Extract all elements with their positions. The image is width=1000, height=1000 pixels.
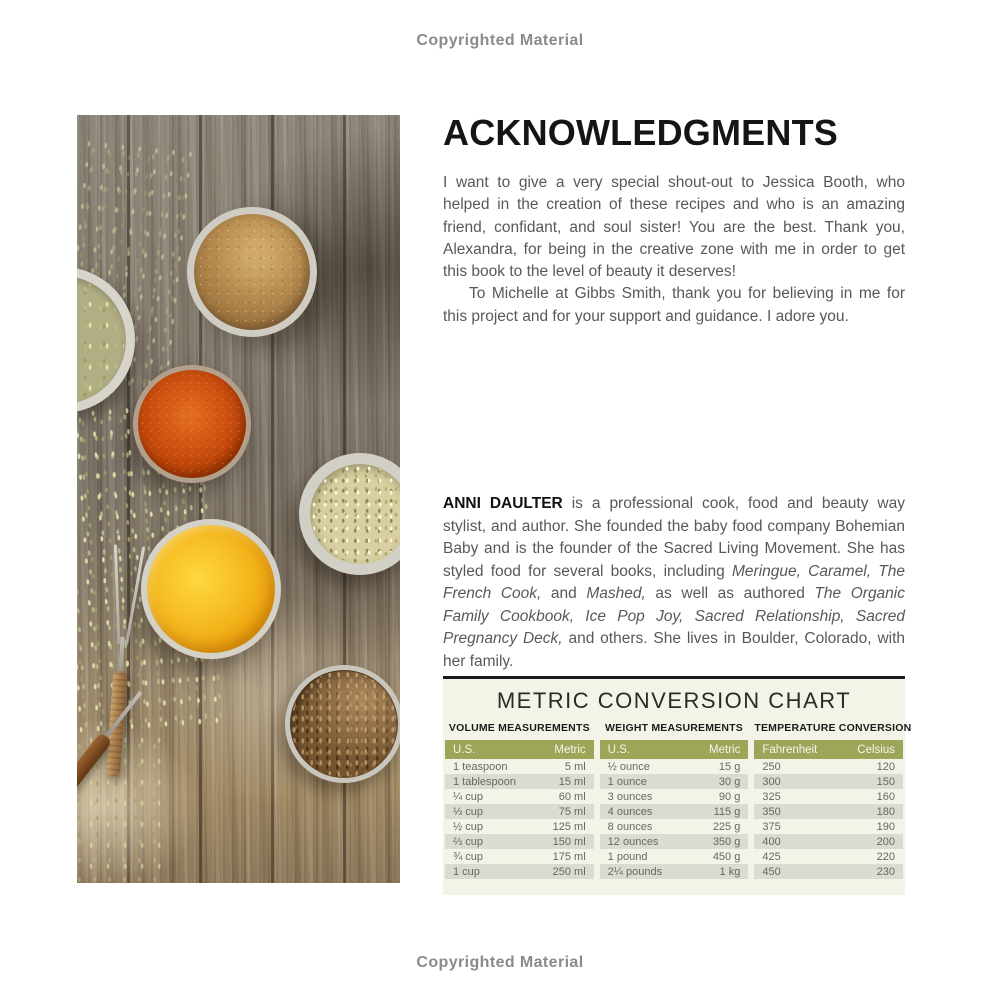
table-cell: ¾ cup bbox=[453, 851, 483, 863]
page-title: ACKNOWLEDGMENTS bbox=[443, 112, 838, 153]
table-cell: 325 bbox=[762, 791, 781, 803]
table-cell: 4 ounces bbox=[607, 806, 653, 818]
table-cell: 425 bbox=[762, 851, 781, 863]
copyright-notice-bottom: Copyrighted Material bbox=[416, 954, 584, 971]
table-cell: 12 ounces bbox=[607, 836, 659, 848]
table-row bbox=[445, 789, 594, 804]
fork-tine bbox=[125, 546, 145, 645]
table-row bbox=[600, 774, 749, 789]
table-cell: 160 bbox=[876, 791, 896, 803]
table-cell: 180 bbox=[876, 806, 896, 818]
table-row bbox=[445, 864, 594, 879]
table-row bbox=[445, 774, 594, 789]
bowl-cumin-seeds bbox=[285, 665, 400, 783]
spice-texture bbox=[141, 373, 243, 475]
table-cell: 375 bbox=[762, 821, 781, 833]
table-cell: 1 ounce bbox=[607, 776, 647, 788]
table-cell: 75 ml bbox=[558, 806, 586, 818]
chart-title: METRIC CONVERSION CHART bbox=[496, 688, 852, 713]
table-cell: 200 bbox=[876, 836, 896, 848]
table-cell: 1 teaspoon bbox=[453, 761, 508, 773]
table-cell: 450 bbox=[762, 866, 781, 878]
volume-heading: VOLUME MEASUREMENTS bbox=[448, 722, 590, 734]
table-cell: 300 bbox=[762, 776, 781, 788]
bowl-paprika-powder bbox=[133, 365, 251, 483]
table-cell: ⅔ cup bbox=[453, 836, 483, 848]
table-cell: 8 ounces bbox=[607, 821, 653, 833]
table-row bbox=[754, 774, 903, 789]
column-header: Metric bbox=[709, 744, 741, 756]
table-cell: ½ ounce bbox=[607, 761, 650, 773]
table-cell: 120 bbox=[876, 761, 896, 773]
volume-header-row bbox=[445, 740, 594, 759]
table-cell: 1 pound bbox=[607, 851, 648, 863]
table-cell: 15 ml bbox=[558, 776, 586, 788]
table-cell: 400 bbox=[762, 836, 781, 848]
bowl-seed-blend bbox=[299, 453, 400, 575]
temperature-heading: TEMPERATURE CONVERSION bbox=[754, 722, 912, 734]
table-cell: 1 kg bbox=[719, 866, 741, 878]
table-cell: 125 ml bbox=[552, 821, 586, 833]
weight-heading: WEIGHT MEASUREMENTS bbox=[605, 722, 743, 734]
table-cell: 350 bbox=[762, 806, 781, 818]
bio-text: and others. She lives in Boulder, Colorado, with her family. bbox=[443, 630, 906, 670]
seed-blend-texture bbox=[311, 465, 400, 563]
temperature-section bbox=[754, 722, 912, 879]
acknowledgments-paragraph: I want to give a very special shout-out to Jessica Booth, who helped in the creation of these recipes and who is an amazing friend, confidant, and soul sister! You are the best. Thank you, Alexandra, for being in the creative zone with me in order to get this book to the level of beauty it deserves! bbox=[443, 174, 905, 281]
column-header: Celsius bbox=[857, 744, 896, 756]
spice-texture bbox=[198, 218, 306, 326]
table-row bbox=[754, 819, 903, 834]
metric-conversion-chart bbox=[443, 676, 912, 895]
table-cell: 90 g bbox=[718, 791, 741, 803]
cumin-seeds-texture bbox=[291, 671, 397, 777]
table-row bbox=[600, 759, 749, 774]
table-cell: 230 bbox=[876, 866, 896, 878]
bio-text: as well as authored bbox=[645, 585, 815, 602]
author-name: ANNI DAULTER bbox=[443, 495, 563, 512]
bio-text: Meringue, Caramel, The French Cook, bbox=[443, 562, 906, 602]
fork-tine bbox=[114, 544, 120, 644]
table-row bbox=[600, 789, 749, 804]
table-cell: 220 bbox=[876, 851, 896, 863]
table-cell: 115 g bbox=[713, 806, 741, 818]
table-row bbox=[754, 789, 903, 804]
temperature-header-row bbox=[754, 740, 903, 759]
text-column bbox=[443, 112, 912, 895]
table-cell: 1 cup bbox=[453, 866, 480, 878]
bio-text: Mashed, bbox=[586, 585, 646, 602]
table-row bbox=[445, 834, 594, 849]
table-row bbox=[600, 804, 749, 819]
table-cell: 225 g bbox=[712, 821, 741, 833]
table-row bbox=[600, 849, 749, 864]
table-row bbox=[600, 864, 749, 879]
table-row bbox=[754, 759, 903, 774]
weight-header-row bbox=[600, 740, 749, 759]
table-row bbox=[445, 804, 594, 819]
table-row bbox=[600, 819, 749, 834]
column-header: Fahrenheit bbox=[762, 744, 818, 756]
table-row bbox=[754, 864, 903, 879]
table-row bbox=[600, 834, 749, 849]
table-cell: 350 g bbox=[712, 836, 741, 848]
table-row bbox=[445, 819, 594, 834]
table-row bbox=[754, 849, 903, 864]
table-cell: 175 ml bbox=[552, 851, 586, 863]
table-cell: 2¼ pounds bbox=[607, 866, 663, 878]
acknowledgments-text bbox=[443, 172, 905, 328]
bio-text: and bbox=[541, 585, 587, 602]
bio-text: The Organic Family Cookbook, Ice Pop Joy, Sacred Relationship, Sacred Pregnancy Deck, bbox=[443, 585, 905, 647]
acknowledgments-paragraph: To Michelle at Gibbs Smith, thank you for believing in me for this project and for your support and guidance. I adore you. bbox=[443, 285, 905, 325]
table-cell: ½ cup bbox=[453, 821, 483, 833]
table-cell: 250 bbox=[762, 761, 781, 773]
table-cell: 3 ounces bbox=[607, 791, 653, 803]
table-cell: 1 tablespoon bbox=[453, 776, 516, 788]
bowl-turmeric-powder bbox=[141, 519, 281, 659]
table-cell: ¼ cup bbox=[453, 791, 483, 803]
chart-columns bbox=[445, 722, 912, 879]
table-row bbox=[754, 804, 903, 819]
column-header: Metric bbox=[554, 744, 586, 756]
author-bio bbox=[443, 493, 905, 673]
table-cell: 450 g bbox=[712, 851, 741, 863]
copyright-notice-top: Copyrighted Material bbox=[416, 32, 584, 49]
table-row bbox=[754, 834, 903, 849]
weight-section bbox=[600, 722, 749, 879]
bio-text: is a professional cook, food and beauty way stylist, and author. She founded the baby food company Bohemian Baby and is the founder of the Sacred Living Movement. She has styled food for several books, including bbox=[443, 495, 905, 580]
table-cell: 250 ml bbox=[552, 866, 586, 878]
fennel-seeds-texture bbox=[77, 278, 124, 402]
table-cell: 190 bbox=[876, 821, 896, 833]
table-cell: ⅓ cup bbox=[453, 806, 483, 818]
table-cell: 60 ml bbox=[558, 791, 586, 803]
table-cell: 30 g bbox=[718, 776, 741, 788]
table-cell: 150 bbox=[876, 776, 896, 788]
bowl-brown-spice-powder bbox=[187, 207, 317, 337]
table-cell: 5 ml bbox=[564, 761, 586, 773]
table-row bbox=[445, 849, 594, 864]
table-cell: 150 ml bbox=[552, 836, 586, 848]
weight-rows bbox=[600, 759, 749, 879]
volume-rows bbox=[445, 759, 594, 879]
table-row bbox=[445, 759, 594, 774]
column-header: U.S. bbox=[607, 744, 631, 756]
spice-photo bbox=[77, 115, 400, 883]
temperature-rows bbox=[754, 759, 903, 879]
column-header: U.S. bbox=[453, 744, 476, 756]
volume-section bbox=[445, 722, 594, 879]
table-cell: 15 g bbox=[718, 761, 741, 773]
